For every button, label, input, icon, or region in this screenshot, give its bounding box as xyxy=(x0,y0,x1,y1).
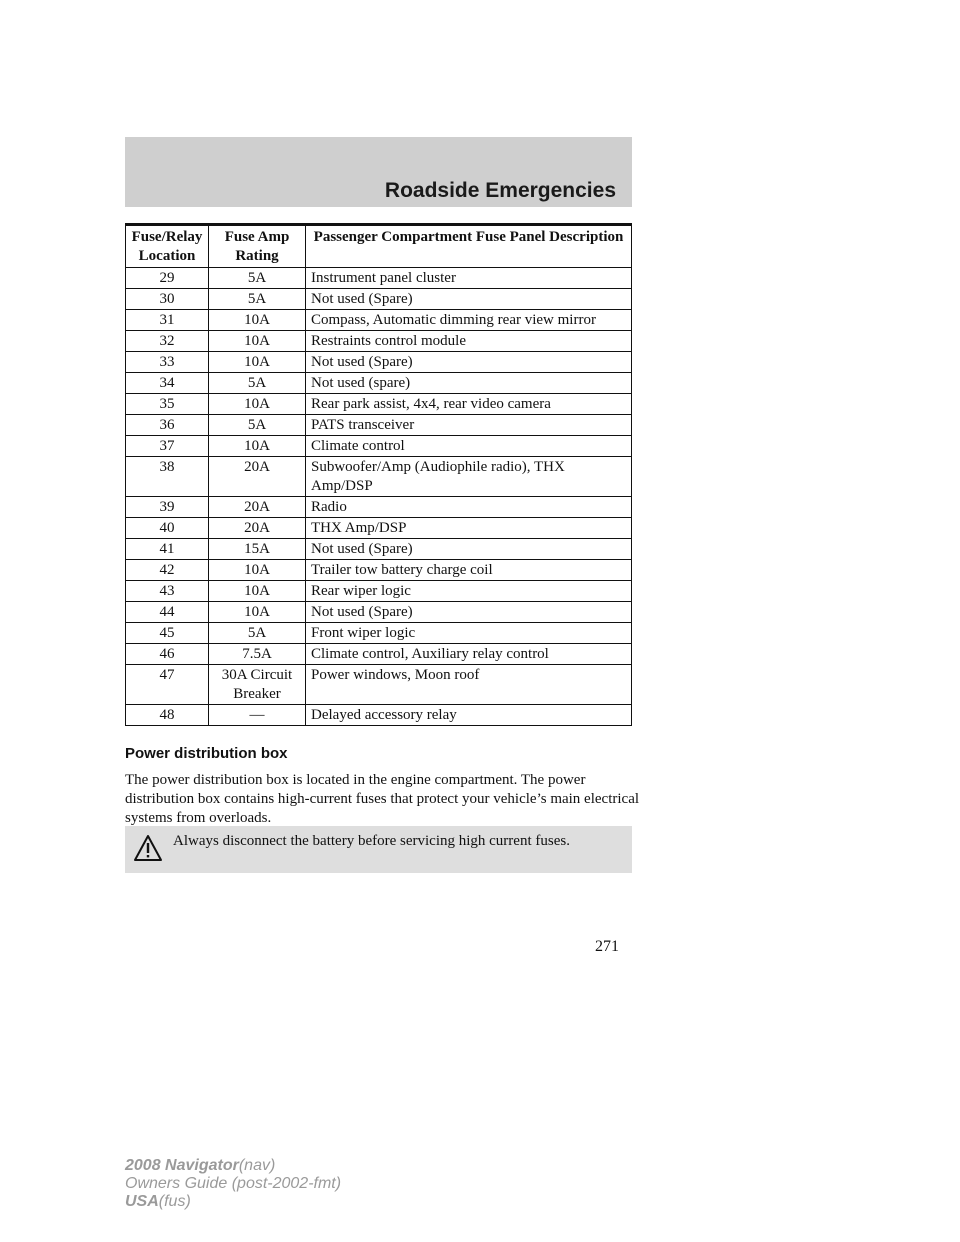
table-row xyxy=(126,373,632,394)
cell-location: 35 xyxy=(126,394,209,415)
section-title: Roadside Emergencies xyxy=(384,179,616,202)
cell-description: Instrument panel cluster xyxy=(306,268,632,289)
section-heading: Power distribution box xyxy=(125,745,288,762)
section-paragraph: The power distribution box is located in the engine compartment. The power distribution box contains high-current fuses that protect your vehicle’s main electrical systems from overloads. xyxy=(125,772,640,826)
footer-model: 2008 Navigator xyxy=(125,1157,239,1174)
footer-model-code: (nav) xyxy=(238,1157,276,1174)
table-row xyxy=(126,394,632,415)
table-row xyxy=(126,457,632,497)
cell-description: Rear wiper logic xyxy=(306,581,632,602)
cell-location: 36 xyxy=(126,415,209,436)
cell-rating: 30A Circuit Breaker xyxy=(209,665,306,705)
cell-location: 39 xyxy=(126,497,209,518)
cell-rating: 10A xyxy=(209,352,306,373)
cell-location: 38 xyxy=(126,457,209,497)
table-row xyxy=(126,644,632,665)
page-number: 271 xyxy=(595,938,619,955)
table-row xyxy=(126,581,632,602)
column-header-location: Fuse/Relay Location xyxy=(126,225,209,268)
table-row xyxy=(126,665,632,705)
cell-rating: 10A xyxy=(209,310,306,331)
table-row xyxy=(126,331,632,352)
table-row xyxy=(126,268,632,289)
cell-location: 45 xyxy=(126,623,209,644)
cell-rating: 10A xyxy=(209,436,306,457)
cell-description: Trailer tow battery charge coil xyxy=(306,560,632,581)
cell-description: Rear park assist, 4x4, rear video camera xyxy=(306,394,632,415)
warning-triangle-icon xyxy=(133,834,163,862)
cell-rating: 20A xyxy=(209,497,306,518)
footer-market-code: (fus) xyxy=(158,1193,191,1210)
cell-description: THX Amp/DSP xyxy=(306,518,632,539)
footer-line-2: Owners Guide (post-2002-fmt) xyxy=(125,1175,342,1192)
cell-rating: 10A xyxy=(209,394,306,415)
cell-location: 30 xyxy=(126,289,209,310)
cell-description: Radio xyxy=(306,497,632,518)
cell-location: 47 xyxy=(126,665,209,705)
table-header-row xyxy=(126,225,632,268)
warning-text: Always disconnect the battery before servicing high current fuses. xyxy=(173,833,570,849)
table-row xyxy=(126,289,632,310)
cell-rating: 5A xyxy=(209,623,306,644)
header-band xyxy=(125,137,632,207)
footer-line-1 xyxy=(125,1157,341,1175)
cell-rating: 5A xyxy=(209,268,306,289)
cell-location: 33 xyxy=(126,352,209,373)
table-row xyxy=(126,539,632,560)
cell-rating: 5A xyxy=(209,415,306,436)
fuse-table xyxy=(125,223,632,726)
cell-description: Power windows, Moon roof xyxy=(306,665,632,705)
cell-rating: 7.5A xyxy=(209,644,306,665)
column-header-rating: Fuse Amp Rating xyxy=(209,225,306,268)
cell-rating: 10A xyxy=(209,581,306,602)
table-body xyxy=(126,268,632,726)
table-row xyxy=(126,497,632,518)
table-row xyxy=(126,623,632,644)
table-row xyxy=(126,415,632,436)
cell-rating: 20A xyxy=(209,457,306,497)
cell-rating: 10A xyxy=(209,560,306,581)
cell-location: 48 xyxy=(126,705,209,726)
cell-description: Delayed accessory relay xyxy=(306,705,632,726)
cell-description: Restraints control module xyxy=(306,331,632,352)
table-row xyxy=(126,310,632,331)
cell-rating: 20A xyxy=(209,518,306,539)
cell-location: 42 xyxy=(126,560,209,581)
cell-description: Not used (Spare) xyxy=(306,602,632,623)
cell-rating: — xyxy=(209,705,306,726)
table-row xyxy=(126,560,632,581)
cell-description: Not used (Spare) xyxy=(306,539,632,560)
cell-description: Subwoofer/Amp (Audiophile radio), THX Amp/DSP xyxy=(306,457,632,497)
cell-description: PATS transceiver xyxy=(306,415,632,436)
cell-rating: 5A xyxy=(209,289,306,310)
table-row xyxy=(126,518,632,539)
table-row xyxy=(126,436,632,457)
cell-location: 31 xyxy=(126,310,209,331)
cell-location: 29 xyxy=(126,268,209,289)
cell-description: Not used (Spare) xyxy=(306,352,632,373)
cell-description: Compass, Automatic dimming rear view mirror xyxy=(306,310,632,331)
cell-rating: 15A xyxy=(209,539,306,560)
table-row xyxy=(126,602,632,623)
cell-rating: 10A xyxy=(209,331,306,352)
footer-line-3 xyxy=(125,1193,341,1211)
table-row xyxy=(126,705,632,726)
cell-location: 37 xyxy=(126,436,209,457)
column-header-description: Passenger Compartment Fuse Panel Description xyxy=(306,225,632,268)
cell-location: 32 xyxy=(126,331,209,352)
cell-description: Front wiper logic xyxy=(306,623,632,644)
warning-box xyxy=(125,826,632,873)
cell-location: 34 xyxy=(126,373,209,394)
cell-description: Climate control xyxy=(306,436,632,457)
cell-location: 43 xyxy=(126,581,209,602)
cell-description: Not used (spare) xyxy=(306,373,632,394)
cell-rating: 10A xyxy=(209,602,306,623)
cell-rating: 5A xyxy=(209,373,306,394)
cell-description: Not used (Spare) xyxy=(306,289,632,310)
cell-location: 46 xyxy=(126,644,209,665)
footer-market: USA xyxy=(125,1193,159,1210)
cell-location: 44 xyxy=(126,602,209,623)
cell-location: 40 xyxy=(126,518,209,539)
cell-description: Climate control, Auxiliary relay control xyxy=(306,644,632,665)
table-row xyxy=(126,352,632,373)
cell-location: 41 xyxy=(126,539,209,560)
footer xyxy=(125,1157,341,1211)
